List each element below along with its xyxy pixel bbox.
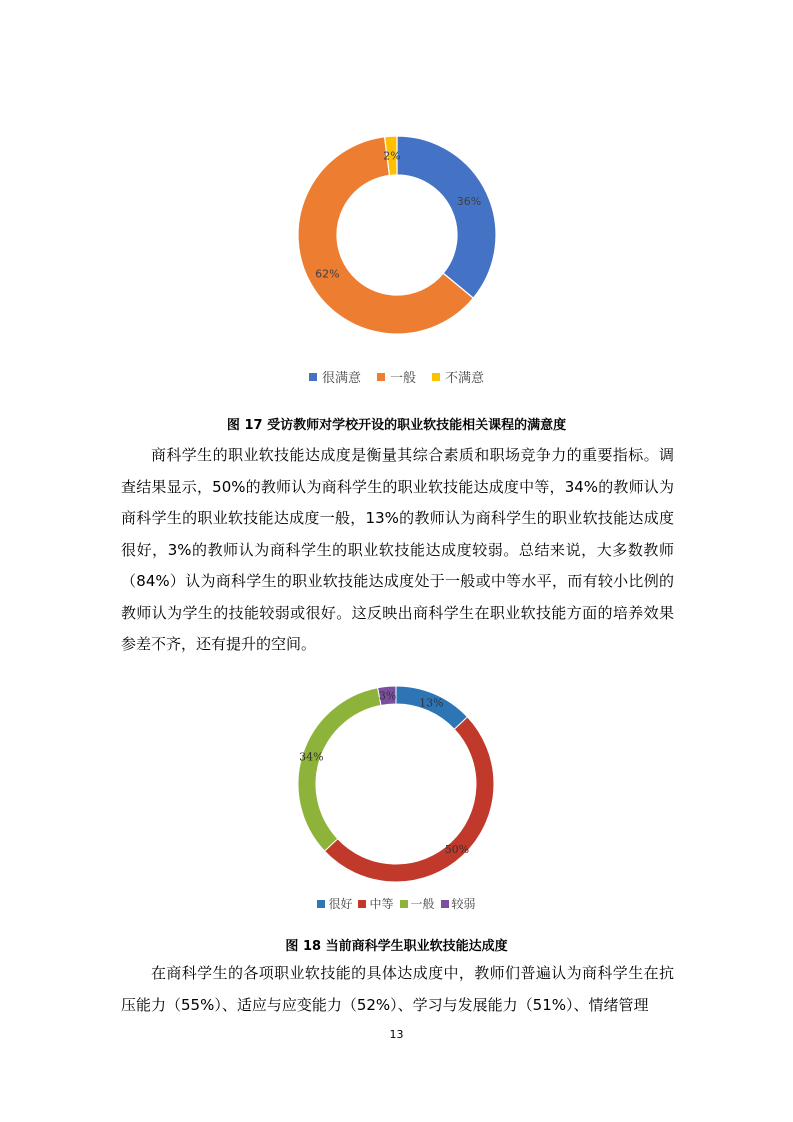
chart2-legend-item-0 (317, 895, 352, 912)
chart2-slice-2 (298, 688, 381, 851)
chart1-data-label-0: 36% (456, 195, 482, 209)
chart2-legend-label-3: 较弱 (451, 897, 476, 911)
chart1-legend-swatch-2 (432, 373, 440, 381)
satisfaction-donut-chart (297, 135, 497, 335)
chart2-data-label-2: 34% (299, 750, 324, 764)
chart2-legend-swatch-1 (358, 900, 366, 908)
chart2-legend-label-2: 一般 (410, 897, 435, 911)
figure-17-caption: 图 17 受访教师对学校开设的职业软技能相关课程的满意度 (226, 418, 567, 433)
chart1-slice-0 (397, 136, 496, 298)
paragraph-specific-skills (121, 958, 674, 1021)
chart2-legend-item-1 (358, 895, 393, 912)
chart1-data-label-2: 2% (383, 149, 401, 163)
chart1-legend-item-1 (377, 367, 416, 386)
chart2-slice-1 (325, 717, 494, 882)
paragraph-1-text: 商科学生的职业软技能达成度是衡量其综合素质和职场竞争力的重要指标。调查结果显示，50%的教师认为商科学生的职业软技能达成度中等，34%的教师认为商科学生的职业软技能达成度一般，13%的教师认为商科学生的职业软技能达成度很好，3%的教师认为商科学生的职业软技能达成度较弱。总结来说，大多数教师（84%）认为商科学生的职业软技能达成度处于一般或中等水平，而有较小比例的教师认为学生的技能较弱或很好。这反映出商科学生在职业软技能方面的培养效果参差不齐，还有提升的空间。 (121, 446, 674, 653)
chart2-data-label-0: 13% (419, 696, 444, 710)
chart1-legend-swatch-1 (377, 373, 385, 381)
chart1-data-label-1: 62% (315, 267, 340, 281)
chart1-legend-label-1: 一般 (389, 371, 416, 386)
chart1-legend-item-2 (432, 367, 484, 386)
chart2-legend-item-2 (400, 895, 435, 912)
chart2-legend-item-3 (441, 895, 476, 912)
chart2-legend-swatch-2 (400, 900, 408, 908)
chart2-legend-swatch-0 (317, 900, 325, 908)
chart2-legend-label-1: 中等 (369, 897, 394, 911)
chart2-legend (0, 895, 793, 912)
chart2-legend-swatch-3 (441, 900, 449, 908)
chart2-data-label-1: 50% (444, 842, 470, 856)
paragraph-soft-skill-achievement (121, 440, 674, 661)
page-number: 13 (389, 1028, 404, 1041)
paragraph-2-text: 在商科学生的各项职业软技能的具体达成度中，教师们普遍认为商科学生在抗压能力（55%）、适应与应变能力（52%）、学习与发展能力（51%）、情绪管理 (121, 964, 674, 1014)
chart2-legend-label-0: 很好 (328, 897, 353, 911)
figure-18-caption: 图 18 当前商科学生职业软技能达成度 (285, 939, 508, 954)
chart1-legend-label-0: 很满意 (321, 371, 361, 386)
chart1-legend (0, 367, 793, 386)
achievement-donut-chart (296, 684, 496, 884)
chart1-legend-label-2: 不满意 (445, 371, 485, 386)
chart1-legend-item-0 (309, 367, 361, 386)
chart1-legend-swatch-0 (309, 373, 317, 381)
chart2-data-label-3: 3% (378, 689, 397, 703)
